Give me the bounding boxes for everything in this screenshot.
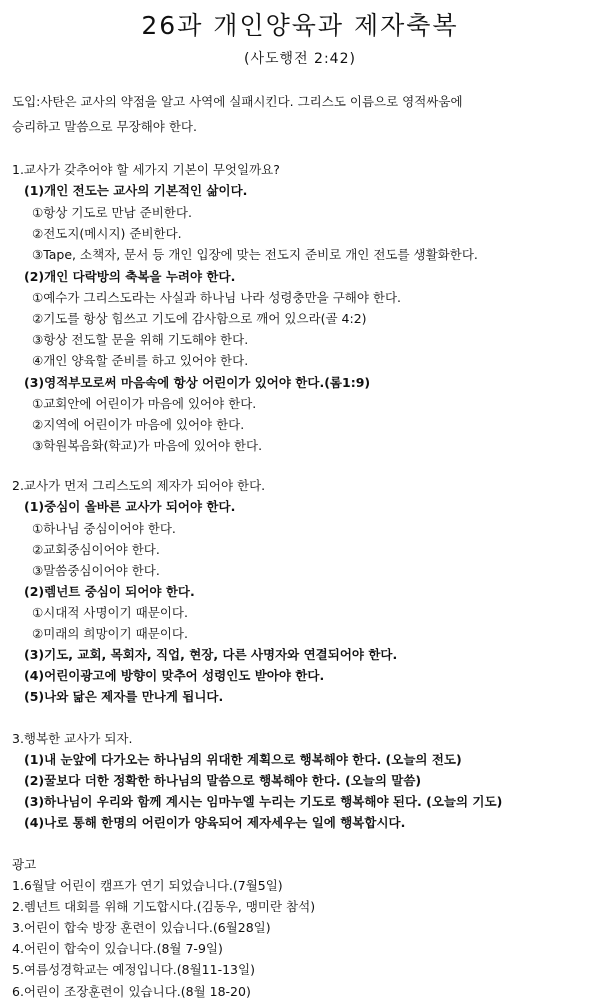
- subsection-heading: (2)꿀보다 더한 정확한 하나님의 말씀으로 행복해야 한다. (오늘의 말씀): [24, 773, 422, 788]
- announcement-item: 6.어린이 조장훈련이 있습니다.(8월 18-20): [12, 984, 251, 999]
- announcement-item: 3.어린이 합숙 방장 훈련이 있습니다.(6월28일): [12, 920, 271, 935]
- list-item: ②미래의 희망이기 때문이다.: [32, 626, 188, 641]
- announcement-item: 5.여름성경학교는 예정입니다.(8월11-13일): [12, 962, 255, 977]
- subsection-heading: (4)나로 통해 한명의 어린이가 양육되어 제자세우는 일에 행복합시다.: [24, 815, 406, 830]
- section-heading: 3.행복한 교사가 되자.: [12, 731, 133, 746]
- list-item: ①교회안에 어린이가 마음에 있어야 한다.: [32, 396, 257, 411]
- subsection-heading: (3)하나님이 우리와 함께 계시는 임마누엘 누리는 기도로 행복해야 된다. (오늘의 기도): [24, 794, 503, 809]
- subsection-heading: (2)렘넌트 중심이 되어야 한다.: [24, 584, 195, 599]
- announcement-item: 2.렘넌트 대회를 위해 기도합시다.(김동우, 맹미란 참석): [12, 899, 316, 914]
- announcements-heading: 광고: [12, 857, 37, 872]
- subsection-heading: (1)개인 전도는 교사의 기본적인 삶이다.: [24, 183, 248, 198]
- list-item: ④개인 양육할 준비를 하고 있어야 한다.: [32, 353, 249, 368]
- subsection-heading: (3)기도, 교회, 목회자, 직업, 현장, 다른 사명자와 연결되어야 한다.: [24, 647, 398, 662]
- list-item: ②전도지(메시지) 준비한다.: [32, 226, 182, 241]
- announcement-item: 1.6월달 어린이 캠프가 연기 되었습니다.(7월5일): [12, 878, 283, 893]
- list-item: ③Tape, 소책자, 문서 등 개인 입장에 맞는 전도지 준비로 개인 전도를 생활화한다.: [32, 247, 478, 262]
- list-item: ①예수가 그리스도라는 사실과 하나님 나라 성령충만을 구해야 한다.: [32, 290, 402, 305]
- announcement-item: 4.어린이 합숙이 있습니다.(8월 7-9일): [12, 941, 223, 956]
- section-heading: 1.교사가 갖추어야 할 세가지 기본이 무엇일까요?: [12, 162, 280, 177]
- page-title: 26과 개인양육과 제자축복: [141, 11, 459, 40]
- subsection-heading: (3)영적부모로써 마음속에 항상 어린이가 있어야 한다.(롬1:9): [24, 375, 371, 390]
- subsection-heading: (1)중심이 올바른 교사가 되어야 한다.: [24, 499, 236, 514]
- list-item: ①시대적 사명이기 때문이다.: [32, 605, 188, 620]
- scripture-reference: (사도행전 2:42): [244, 51, 356, 67]
- intro-line: 도입:사탄은 교사의 약점을 알고 사역에 실패시킨다. 그리스도 이름으로 영적싸움에: [12, 94, 463, 109]
- subsection-heading: (2)개인 다락방의 축복을 누려야 한다.: [24, 269, 236, 284]
- list-item: ②교회중심이어야 한다.: [32, 542, 160, 557]
- subsection-heading: (1)내 눈앞에 다가오는 하나님의 위대한 계획으로 행복해야 한다. (오늘의 전도): [24, 752, 462, 767]
- list-item: ②지역에 어린이가 마음에 있어야 한다.: [32, 417, 245, 432]
- intro-line: 승리하고 말씀으로 무장해야 한다.: [12, 119, 197, 134]
- section-heading: 2.교사가 먼저 그리스도의 제자가 되어야 한다.: [12, 478, 266, 493]
- subsection-heading: (4)어린이광고에 방향이 맞추어 성령인도 받아야 한다.: [24, 668, 325, 683]
- list-item: ①항상 기도로 만남 준비한다.: [32, 205, 192, 220]
- list-item: ①하나님 중심이어야 한다.: [32, 521, 176, 536]
- list-item: ②기도를 항상 힘쓰고 기도에 감사함으로 깨어 있으라(골 4:2): [32, 311, 367, 326]
- subsection-heading: (5)나와 닮은 제자를 만나게 됩니다.: [24, 689, 224, 704]
- list-item: ③항상 전도할 문을 위해 기도해야 한다.: [32, 332, 249, 347]
- list-item: ③학원복음화(학교)가 마음에 있어야 한다.: [32, 438, 263, 453]
- list-item: ③말씀중심이어야 한다.: [32, 563, 160, 578]
